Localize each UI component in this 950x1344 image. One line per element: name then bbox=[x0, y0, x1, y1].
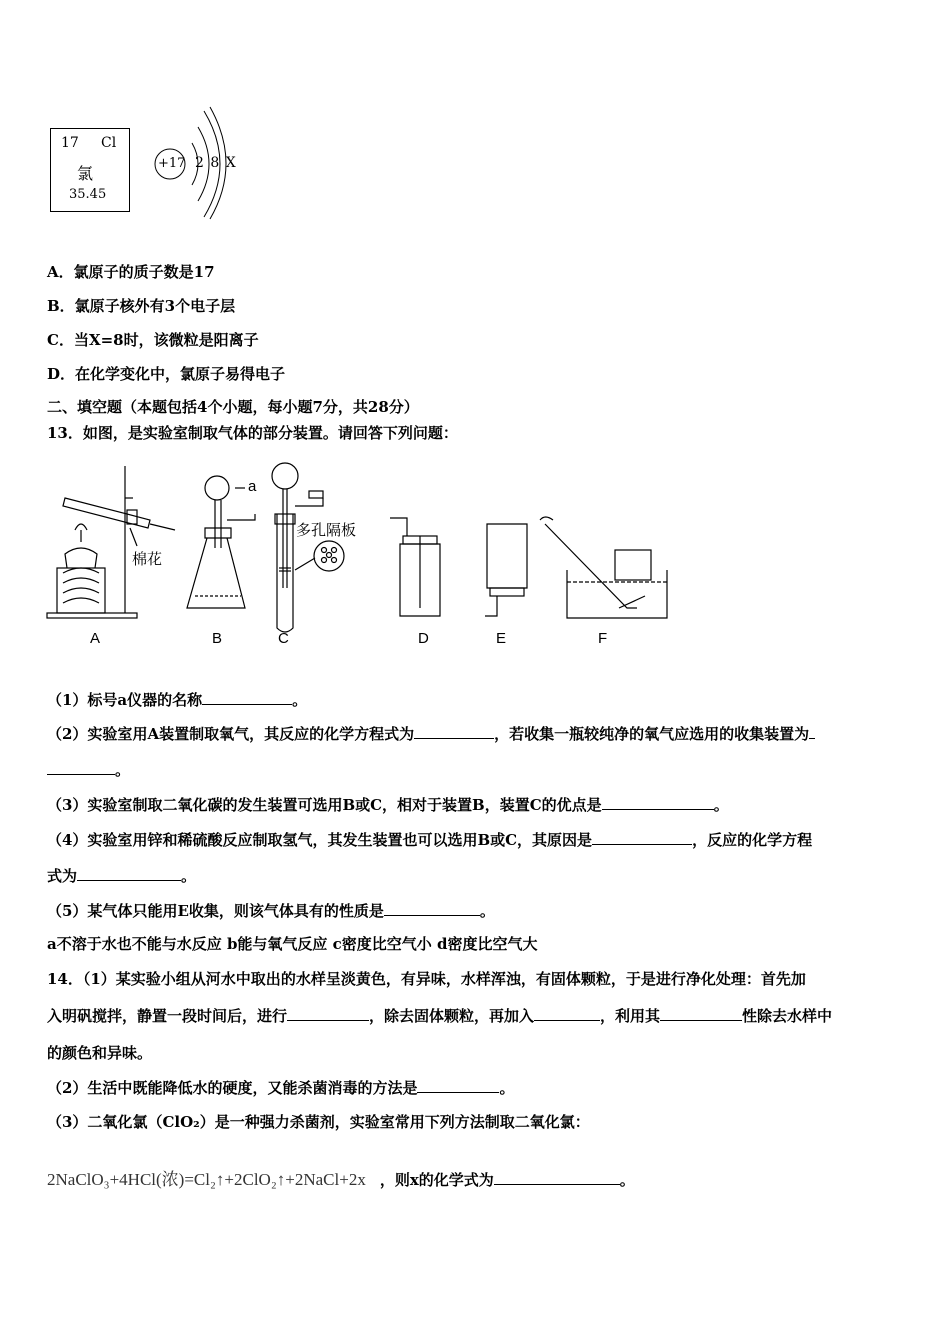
q13-part2-text: （2）实验室用A装置制取氧气，其反应的化学方程式为 bbox=[47, 725, 415, 743]
q14-l2-d: 性除去水样中 bbox=[742, 1007, 833, 1025]
answer-blank[interactable] bbox=[534, 1006, 600, 1021]
q13-part2 bbox=[47, 724, 815, 744]
apparatus-label-f: F bbox=[598, 630, 608, 647]
q14-part1-l2 bbox=[47, 1006, 832, 1026]
label-porous-plate: 多孔隔板 bbox=[296, 522, 357, 539]
option-b: B．氯原子核外有3个电子层 bbox=[47, 297, 236, 315]
apparatus-label-a: A bbox=[90, 630, 101, 647]
q13-part2-end: 。 bbox=[115, 761, 131, 779]
q13-part4-mid: ，反应的化学方程 bbox=[692, 831, 813, 849]
q13-stem: 13．如图，是实验室制取气体的部分装置。请回答下列问题： bbox=[47, 424, 458, 442]
answer-blank[interactable] bbox=[77, 866, 181, 881]
apparatus-d bbox=[390, 518, 440, 616]
q13-part1-end: 。 bbox=[292, 691, 308, 709]
answer-blank[interactable] bbox=[660, 1006, 742, 1021]
q13-part4-cont bbox=[47, 866, 196, 886]
apparatus-b bbox=[187, 476, 255, 608]
chemical-equation: 2NaClO₃+4HCl(浓)=Cl₂↑+2ClO₂↑+2NaCl+2x bbox=[47, 1170, 366, 1189]
nucleus-charge: +17 bbox=[158, 156, 186, 171]
answer-blank[interactable] bbox=[202, 690, 292, 705]
atomic-mass: 35.45 bbox=[69, 187, 107, 202]
option-d: D．在化学变化中，氯原子易得电子 bbox=[47, 365, 286, 383]
answer-blank[interactable] bbox=[47, 760, 115, 775]
q13-part2-mid: ，若收集一瓶较纯净的氧气应选用的收集装置为 bbox=[494, 725, 810, 743]
apparatus-e bbox=[485, 524, 527, 616]
answer-blank[interactable] bbox=[602, 795, 714, 810]
q13-part4 bbox=[47, 830, 812, 850]
answer-blank[interactable] bbox=[417, 1078, 499, 1093]
atomic-number: 17 bbox=[61, 135, 79, 151]
answer-blank[interactable] bbox=[287, 1006, 369, 1021]
answer-blank[interactable] bbox=[494, 1170, 620, 1185]
label-cotton: 棉花 bbox=[132, 551, 163, 568]
q13-part1-text: （1）标号a仪器的名称 bbox=[47, 691, 203, 709]
q13-part3-text: （3）实验室制取二氧化碳的发生装置可选用B或C，相对于装置B，装置C的优点是 bbox=[47, 796, 602, 814]
apparatus-label-b: B bbox=[212, 630, 223, 647]
answer-blank[interactable] bbox=[414, 724, 494, 739]
q14-part3: （3）二氧化氯（ClO₂）是一种强力杀菌剂，实验室常用下列方法制取二氧化氯： bbox=[47, 1113, 590, 1131]
q14-equation-line bbox=[47, 1170, 635, 1190]
option-c: C．当X=8时，该微粒是阳离子 bbox=[47, 331, 259, 349]
q13-part5-end: 。 bbox=[479, 902, 495, 920]
option-a: A．氯原子的质子数是17 bbox=[47, 263, 215, 281]
apparatus-c bbox=[272, 463, 344, 632]
q13-part4-cont-text: 式为 bbox=[47, 867, 78, 885]
q14-l2-c: ，利用其 bbox=[600, 1007, 661, 1025]
q14-part2-end: 。 bbox=[499, 1079, 515, 1097]
q14-part2-text: （2）生活中既能降低水的硬度，又能杀菌消毒的方法是 bbox=[47, 1079, 418, 1097]
q13-part4-end: 。 bbox=[181, 867, 197, 885]
q13-part1 bbox=[47, 690, 307, 710]
apparatus-f bbox=[540, 517, 667, 618]
element-name: 氯 bbox=[77, 164, 94, 183]
apparatus-a bbox=[47, 466, 175, 618]
q13-part4-text: （4）实验室用锌和稀硫酸反应制取氢气，其发生装置也可以选用B或C，其原因是 bbox=[47, 831, 593, 849]
element-symbol: Cl bbox=[101, 135, 117, 151]
q14-part3-tail: ，则x的化学式为 bbox=[379, 1171, 494, 1189]
q13-part5-text: （5）某气体只能用E收集，则该气体具有的性质是 bbox=[47, 902, 384, 920]
section-title: 二、填空题（本题包括4个小题，每小题7分，共28分） bbox=[47, 398, 419, 416]
label-a: a bbox=[248, 478, 257, 495]
answer-blank[interactable] bbox=[384, 901, 480, 916]
q14-part1-l3: 的颜色和异味。 bbox=[47, 1044, 153, 1062]
q13-part5-choices: a不溶于水也不能与水反应 b能与氧气反应 c密度比空气小 d密度比空气大 bbox=[47, 935, 538, 953]
q14-part1: 14．（1）某实验小组从河水中取出的水样呈淡黄色，有异味，水样浑浊，有固体颗粒，于是进行净化处理：首先加 bbox=[47, 970, 806, 988]
answer-blank[interactable] bbox=[592, 830, 692, 845]
q14-part2 bbox=[47, 1078, 514, 1098]
q14-l2-a: 入明矾搅拌，静置一段时间后，进行 bbox=[47, 1007, 288, 1025]
q13-part3 bbox=[47, 795, 729, 815]
shell-electrons: 2 8 X bbox=[195, 155, 237, 171]
apparatus-label-d: D bbox=[418, 630, 429, 647]
element-card bbox=[50, 128, 130, 212]
q13-part3-end: 。 bbox=[713, 796, 729, 814]
q14-part3-end: 。 bbox=[619, 1171, 635, 1189]
q13-part5 bbox=[47, 901, 495, 921]
answer-blank[interactable] bbox=[809, 724, 815, 739]
q14-l2-b: ，除去固体颗粒，再加入 bbox=[369, 1007, 535, 1025]
q13-part2-cont bbox=[47, 760, 130, 780]
apparatus-label-c: C bbox=[278, 630, 289, 647]
apparatus-label-e: E bbox=[496, 630, 507, 647]
